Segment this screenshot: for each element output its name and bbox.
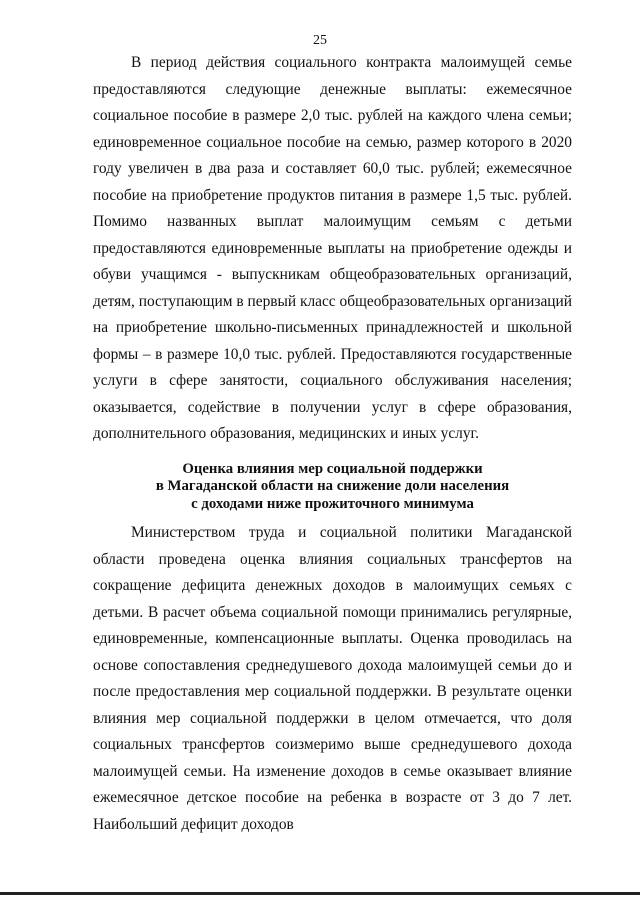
section-heading-line-1: Оценка влияния мер социальной поддержки: [182, 460, 483, 477]
section-heading: [93, 461, 572, 514]
section-heading-line-3: с доходами ниже прожиточного минимума: [191, 495, 474, 512]
page-number: 25: [313, 33, 327, 48]
paragraph-social-contract: В период действия социального контракта малоимущей семье предоставляются следующие денежные выплаты: ежемесячное социальное пособие в размере 2,0 тыс. рублей на каждого члена семьи; единовременное социальное пособие на семью, размер которого в 2020 году увеличен в два раза и составляет 60,0 тыс. рублей; ежемесячное пособие на приобретение продуктов питания в размере 1,5 тыс. рублей. Помимо названных выплат малоимущим семьям с детьми предоставляются единовременные выплаты на приобретение одежды и обуви учащимся - выпускникам общеобразовательных организаций, детям, поступающим в первый класс общеобразовательных организаций на приобретение школьно-письменных принадлежностей и школьной формы – в размере 10,0 тыс. рублей. Предоставляются государственные услуги в сфере занятости, социального обслуживания населения; оказывается, содействие в получении услуг в сфере образования, дополнительного образования, медицинских и иных услуг.: [93, 54, 572, 442]
paragraph-assessment: Министерством труда и социальной политики Магаданской области проведена оценка влияния социальных трансфертов на сокращение дефицита денежных доходов в малоимущих семьях с детьми. В расчет объема социальной помощи принимались регулярные, единовременные, компенсационные выплаты. Оценка проводилась на основе сопоставления среднедушевого дохода малоимущей семьи до и после предоставления мер социальной поддержки. В результате оценки влияния мер социальной поддержки в целом отмечается, что доля социальных трансфертов соизмеримо выше среднедушевого дохода малоимущей семьи. На изменение доходов в семье оказывает влияние ежемесячное детское пособие на ребенка в возрасте от 3 до 7 лет. Наибольший дефицит доходов: [93, 524, 572, 833]
bottom-rule: [0, 892, 640, 895]
section-heading-line-2: в Магаданской области на снижение доли населения: [155, 478, 510, 494]
page-body: [93, 50, 572, 838]
